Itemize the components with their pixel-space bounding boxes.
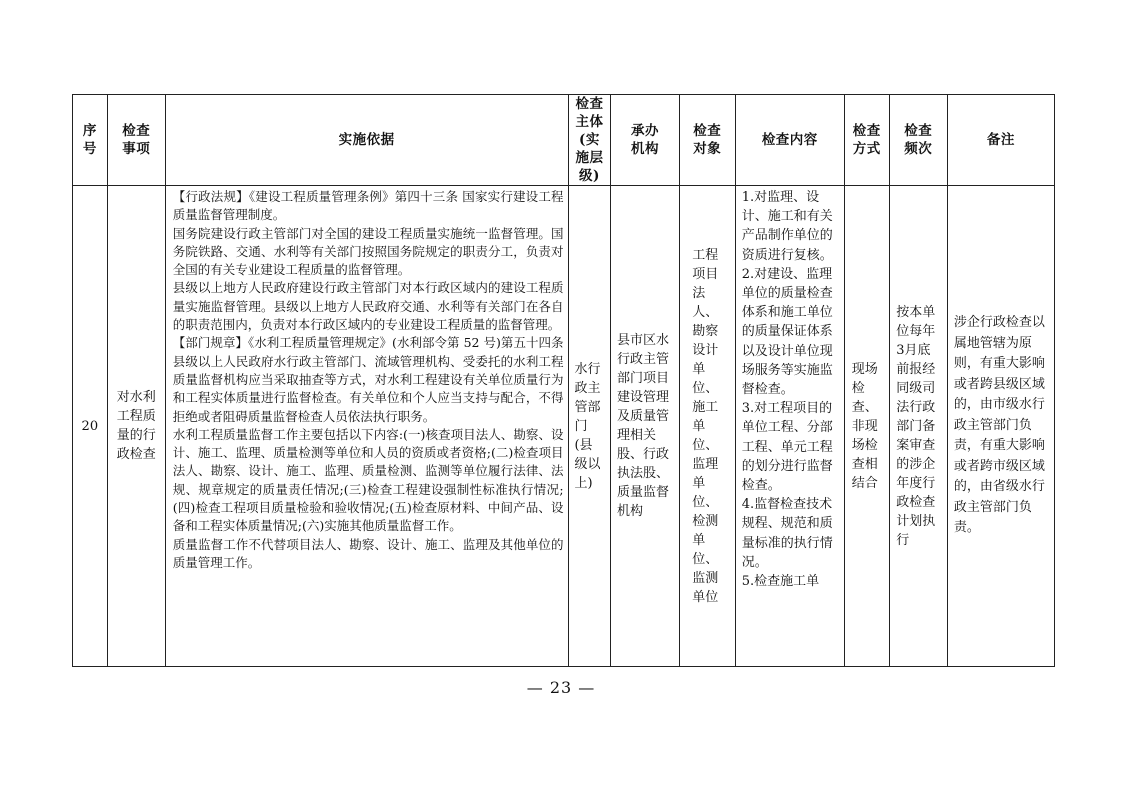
header-org: 承办机构 bbox=[611, 95, 679, 186]
header-remark: 备注 bbox=[947, 95, 1054, 186]
header-target: 检查对象 bbox=[679, 95, 735, 186]
cell-frequency: 按本单位每年3月底前报经同级司法行政部门备案审查的涉企年度行政检查计划执行 bbox=[889, 186, 947, 667]
cell-remark: 涉企行政检查以属地管辖为原则，有重大影响或者跨县级区域的，由市级水行政主管部门负责，有重大影响或者跨市级区域的，由省级水行政主管部门负责。 bbox=[947, 186, 1054, 667]
basis-paragraph: 县级以上地方人民政府建设行政主管部门对本行政区域内的建设工程质量实施监督管理。县级以上地方人民政府交通、水利等有关部门在各自的职责范围内，负责对本行政区域内的专业建设工程质量的监督管理。 bbox=[172, 280, 564, 333]
cell-method: 现场检查、非现场检查相结合 bbox=[844, 186, 889, 667]
header-basis: 实施依据 bbox=[165, 95, 568, 186]
header-item: 检查事项 bbox=[107, 95, 165, 186]
header-frequency: 检查频次 bbox=[889, 95, 947, 186]
inspection-table bbox=[72, 94, 1055, 667]
cell-seq: 20 bbox=[73, 186, 108, 667]
cell-item: 对水利工程质量的行政检查 bbox=[107, 186, 165, 667]
header-method: 检查方式 bbox=[844, 95, 889, 186]
page-number: — 23 — bbox=[526, 678, 596, 697]
content-item: 2.对建设、监理单位的质量检查体系和施工单位的质量保证体系以及设计单位现场服务等实施监督检查。 bbox=[741, 266, 833, 398]
cell-org: 县市区水行政主管部门项目建设管理及质量管理相关股、行政执法股、质量监督机构 bbox=[611, 186, 679, 667]
header-seq: 序号 bbox=[73, 95, 108, 186]
basis-paragraph: 【部门规章】《水利工程质量管理规定》(水利部令第 52 号)第五十四条 县级以上人民政府水行政主管部门、流域管理机构、受委托的水利工程质量监督机构应当采取抽查等方式，对水利工程建设有关单位质量行为和工程实体质量进行监督检查。有关单位和个人应当支持与配合，不得拒绝或者阻碍质量监督检查人员依法执行职务。 bbox=[172, 335, 564, 424]
header-content: 检查内容 bbox=[735, 95, 844, 186]
cell-target: 工程项目法人、勘察设计单位、施工单位、监理单位、检测单位、监测单位 bbox=[679, 186, 735, 667]
cell-basis bbox=[165, 186, 568, 667]
basis-paragraph: 水利工程质量监督工作主要包括以下内容:(一)核查项目法人、勘察、设计、施工、监理、质量检测等单位和人员的资质或者资格;(二)检查项目法人、勘察、设计、施工、监理、质量检测、监测等单位履行法律、法规、规章规定的质量责任情况;(三)检查工程建设强制性标准执行情况;(四)检查工程项目质量检验和验收情况;(五)检查原材料、中间产品、设备和工程实体质量情况;(六)实施其他质量监督工作。 bbox=[172, 426, 564, 534]
header-subject: 检查主体(实施层级) bbox=[568, 95, 611, 186]
content-item: 4.监督检查技术规程、规范和质量标准的执行情况。 bbox=[741, 497, 833, 570]
cell-subject: 水行政主管部门(县级以上) bbox=[568, 186, 611, 667]
content-item: 5.检查施工单 bbox=[741, 574, 820, 590]
content-item: 1.对监理、设计、施工和有关产品制作单位的资质进行复核。 bbox=[741, 190, 833, 263]
basis-paragraph: 质量监督工作不代替项目法人、勘察、设计、施工、监理及其他单位的质量管理工作。 bbox=[172, 536, 564, 570]
cell-content bbox=[735, 186, 844, 667]
basis-paragraph: 国务院建设行政主管部门对全国的建设工程质量实施统一监督管理。国务院铁路、交通、水利等有关部门按照国务院规定的职责分工，负责对全国的有关专业建设工程质量的监督管理。 bbox=[172, 225, 564, 278]
table-header-row bbox=[73, 95, 1055, 186]
basis-paragraph: 【行政法规】《建设工程质量管理条例》第四十三条 国家实行建设工程质量监督管理制度。 bbox=[172, 189, 564, 223]
table-row bbox=[73, 186, 1055, 667]
content-item: 3.对工程项目的单位工程、分部工程、单元工程的划分进行监督检查。 bbox=[741, 401, 833, 494]
